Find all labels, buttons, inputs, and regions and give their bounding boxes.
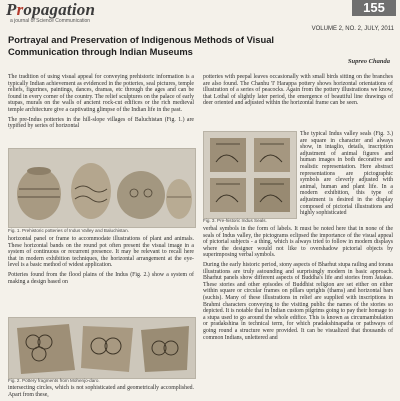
figure-3-caption: Fig. 3. Pre-historic Indus Seals. bbox=[203, 218, 267, 223]
paragraph: The typical Indus valley seals (Fig. 3.) are square in character and always show, in intaglio, details, inscription adjustment of animal figures and human images in both decorative and realistic representation. Here abstract representations are pictographic symbols are cleverly adjusted with animal, human and plant life. In a modern exhibition, this type of adjustment is desired in the display composed of pictorial illustrations and highly sophisticated bbox=[300, 131, 393, 217]
paragraph: potteries with peepal leaves occasionally with small birds sitting on the branches are also found. The Chanhu 'I' Harappa pottery shows horizontal orientations of illustration of a series of peacocks. Again from the pottery illustrations we know, that Lothal of slightly later period, the emergence of beautiful line drawings of deer oriented and adjusted within the horizontal frame can be seen. bbox=[203, 74, 393, 107]
left-column-end bbox=[8, 385, 194, 401]
paragraph: During the early historic period, stony aspects of Bharhut stupa railing and torana illustrations are truly astounding and surprisingly modern in basic approach. Bharhut panels show different aspects of Buddha's life and stories from Jatakas. These stories and other episodes of Buddhist religion are set either on either within square or circular frames on pillars uprights (thams) and horizontal bars (suchis). Many of these illustrations in relief are supplied with inscriptions in Brahmi characters conveying to the visiting public the names of the stories so depicted. It is notable that in Indian custom pilgrims going to pay their homage to a stupa used to go around the whole edifice. This is known as circumambulation or pradakshina in technical term, for which pradakshinapatha or pathways of going round a structure were provided. It can be visualized that thousands of common Indians, unlettered and bbox=[203, 261, 393, 341]
right-column-intro bbox=[203, 74, 393, 110]
paragraph: The tradition of using visual appeal for conveying prehistoric information is a typically Indian achievement as evidenced in the potteries, seal pictures, temple reliefs, figurines, paintings, dances, dramas, etc through the ages and can be found in every corner of the country. The relief sculptures on the palace of early stupas, murals on the walls of ancient rock-cut edifices or the rich medieval temple architecture give a captivating glimpse of the Indian life in the past. bbox=[8, 74, 194, 113]
paragraph: intersecting circles, which is not sophisticated and geometrically accomplished. Apart from these, bbox=[8, 385, 194, 398]
figure-1-caption: Fig. 1. Prehistoric potteries of Indus Valley and Baluchistan. bbox=[8, 228, 129, 233]
volume-info: VOLUME 2, NO. 2, JULY, 2011 bbox=[311, 26, 394, 32]
article-title: Portrayal and Preservation of Indigenous Methods of Visual Communication through Indian Museums bbox=[8, 34, 275, 57]
journal-header bbox=[0, 0, 400, 32]
paragraph: Potteries found from the flood plains of the Indus (Fig. 2.) show a system of making a design based on bbox=[8, 271, 194, 285]
figure-3-indus-seals bbox=[203, 131, 297, 219]
paragraph: horizontal panel or frame to accommodate illustrations of plant and animals. These horizontal bands on the round pot often present the visual image in a system of continuous or recurrent presence. It may be relevant to recall here that in modern exhibition techniques, the horizontal arrangement at the eye-level is a basic method of widest application. bbox=[8, 236, 194, 269]
journal-tagline: a journal of Science Communication bbox=[10, 18, 91, 24]
paragraph: verbal symbols in the form of labels. It must be noted here that in none of the seals of Indus valley, the pictograms eclipsed the importance of the visual appeal of pictorial subjects - a thing, which is always tried to follow in modern displays where the designer would not like to overshadow pictorial objects by superimposing verbal symbols. bbox=[203, 226, 393, 259]
figure-1-potteries bbox=[8, 148, 196, 228]
paragraph: The pre-Indus potteries in the hill-slope villages of Baluchistan (Fig. 1.) are typified by series of horizontal bbox=[8, 116, 194, 130]
figure-2-caption: Fig. 2. Pottery fragments from Mohenjo-daro. bbox=[8, 378, 100, 383]
figure-2-pottery-fragments bbox=[8, 317, 196, 379]
journal-logo: Propagation bbox=[6, 0, 96, 19]
left-column-body bbox=[8, 236, 194, 288]
right-column-wrap bbox=[300, 131, 393, 220]
page-number: 155 bbox=[352, 0, 396, 16]
right-column-body bbox=[203, 226, 393, 344]
article-author: Supreo Chanda bbox=[347, 58, 390, 65]
left-column-intro bbox=[8, 74, 194, 133]
